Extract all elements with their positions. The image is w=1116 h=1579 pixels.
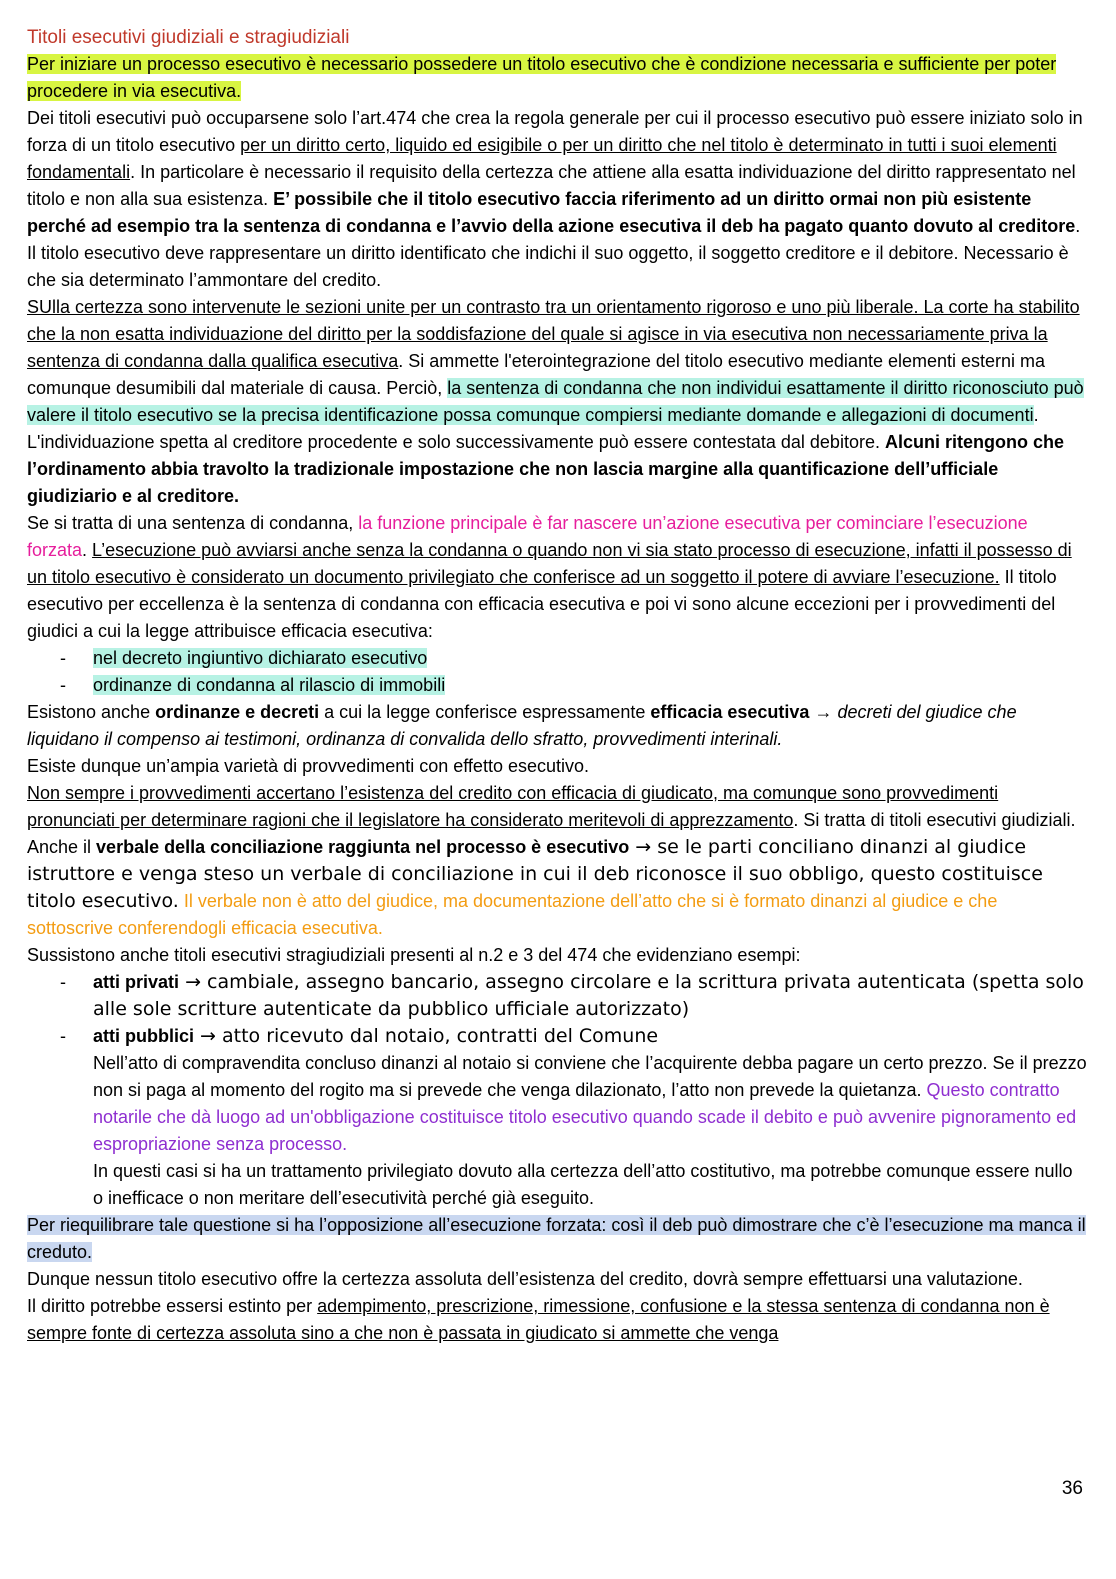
list-item: - nel decreto ingiuntivo dichiarato esecutivo	[60, 648, 428, 668]
paragraph-valutazione: Dunque nessun titolo esecutivo offre la certezza assoluta dell’esistenza del credito, dovrà sempre effettuarsi una valutazione.	[27, 1269, 1023, 1289]
paragraph-intro	[27, 51, 1087, 105]
paragraph-varieta: Esiste dunque un’ampia varietà di provvedimenti con effetto esecutivo.	[27, 756, 589, 776]
paragraph-ordinanze: Esistono anche ordinanze e decreti a cui la legge conferisce espressamente efficacia esecutiva → decreti del giudice che liquidano il compenso ai testimoni, ordinanza di convalida dello sfratto, provvedimenti interinali.	[27, 702, 1017, 749]
paragraph-estinzione: Il diritto potrebbe essersi estinto per adempimento, prescrizione, rimessione, confusione e la stessa sentenza di condanna non è sempre fonte di certezza assoluta sino a che non è passata in giudicato si ammette che venga	[27, 1296, 1050, 1343]
paragraph-opposizione	[27, 1212, 1087, 1266]
list-item: - atti pubblici → atto ricevuto dal notaio, contratti del Comune	[60, 1025, 659, 1047]
paragraph-notaio: Nell’atto di compravendita concluso dinanzi al notaio si conviene che l’acquirente debba pagare un certo prezzo. Se il prezzo non si paga al momento del rogito ma si prevede che venga dilazionato, l’atto non prevede la quietanza. Questo contratto notarile che dà luogo ad un'obbligazione costituisce titolo esecutivo quando scade il debito e può avvenire pignoramento ed espropriazione senza processo.	[93, 1053, 1087, 1154]
paragraph-art474: Dei titoli esecutivi può occuparsene solo l’art.474 che crea la regola generale per cui il processo esecutivo può essere iniziato solo in forza di un titolo esecutivo per un diritto certo, liquido ed esigibile o per un diritto che nel titolo è determinato in tutti i suoi elementi fondamentali. In particolare è necessario il requisito della certezza che attiene alla esatta individuazione del diritto rappresentato nel titolo e non alla sua esistenza. E’ possibile che il titolo esecutivo faccia riferimento ad un diritto ormai non più esistente perché ad esempio tra la sentenza di condanna e l’avvio della azione esecutiva il deb ha pagato quanto dovuto al creditore. Il titolo esecutivo deve rappresentare un diritto identificato che indichi il suo oggetto, il soggetto creditore e il debitore. Necessario è che sia determinato l’ammontare del credito.	[27, 108, 1083, 290]
paragraph-giudicato: Non sempre i provvedimenti accertano l’esistenza del credito con efficacia di giudicato, ma comunque sono provvedimenti pronunciati per determinare ragioni che il legislatore ha considerato meritevoli di apprezzamento. Si tratta di titoli esecutivi giudiziali.	[27, 783, 1076, 830]
highlight-intro: Per iniziare un processo esecutivo è necessario possedere un titolo esecutivo che è condizione necessaria e sufficiente per poter procedere in via esecutiva.	[27, 54, 1057, 101]
paragraph-stragiudiziali: Sussistono anche titoli esecutivi stragiudiziali presenti al n.2 e 3 del 474 che evidenziano esempi:	[27, 945, 801, 965]
list-item: - ordinanze di condanna al rilascio di immobili	[60, 675, 446, 695]
document-body	[27, 24, 1087, 1347]
highlight-opposizione: Per riequilibrare tale questione si ha l’opposizione all’esecuzione forzata: così il deb può dimostrare che c’è l’esecuzione ma manca il creduto.	[27, 1215, 1086, 1262]
paragraph-certezza: SUlla certezza sono intervenute le sezioni unite per un contrasto tra un orientamento rigoroso e uno più liberale. La corte ha stabilito che la non esatta individuazione del diritto per la soddisfazione del quale si agisce in via esecutiva non necessariamente priva la sentenza di condanna dalla qualifica esecutiva. Si ammette l'eterointegrazione del titolo esecutivo mediante elementi esterni ma comunque desumibili dal materiale di causa. Perciò, la sentenza di condanna che non individui esattamente il diritto riconosciuto può valere il titolo esecutivo se la precisa identificazione possa comunque compiersi mediante domande e allegazioni di documenti. L'individuazione spetta al creditore procedente e solo successivamente può essere contestata dal debitore. Alcuni ritengono che l’ordinamento abbia travolto la tradizionale impostazione che non lascia margine alla quantificazione dell’ufficiale giudiziario e al creditore.	[27, 297, 1084, 506]
highlight-sentenza: la sentenza di condanna che non individui esattamente il diritto riconosciuto può valere il titolo esecutivo se la precisa identificazione possa comunque compiersi mediante domande e allegazioni di documenti	[27, 378, 1084, 425]
list-item: - atti privati → cambiale, assegno bancario, assegno circolare e la scrittura privata autenticata (spetta solo alle sole scritture autenticate da pubblico ufficiale autorizzato)	[60, 971, 1084, 1020]
paragraph-verbale: Anche il verbale della conciliazione raggiunta nel processo è esecutivo → se le parti conciliano dinanzi al giudice istruttore e venga steso un verbale di conciliazione in cui il deb riconosce il suo obbligo, questo costituisce titolo esecutivo. Il verbale non è atto del giudice, ma documentazione dell’atto che si è formato dinanzi al giudice e che sottoscrive conferendogli efficacia esecutiva.	[27, 836, 1043, 938]
page-title: Titoli esecutivi giudiziali e stragiudiziali	[27, 27, 350, 48]
paragraph-condanna: Se si tratta di una sentenza di condanna, la funzione principale è far nascere un’azione esecutiva per cominciare l’esecuzione forzata. L’esecuzione può avviarsi anche senza la condanna o quando non vi sia stato processo di esecuzione, infatti il possesso di un titolo esecutivo è considerato un documento privilegiato che conferisce ad un soggetto il potere di avviare l’esecuzione. Il titolo esecutivo per eccellenza è la sentenza di condanna con efficacia esecutiva e poi vi sono alcune eccezioni per i provvedimenti del giudici a cui la legge attribuisce efficacia esecutiva:	[27, 513, 1072, 641]
page-number: 36	[1061, 1478, 1083, 1499]
paragraph-privilegio: In questi casi si ha un trattamento privilegiato dovuto alla certezza dell’atto costitutivo, ma potrebbe comunque essere nullo o inefficace o non meritare dell’esecutività perché già eseguito.	[93, 1161, 1073, 1208]
